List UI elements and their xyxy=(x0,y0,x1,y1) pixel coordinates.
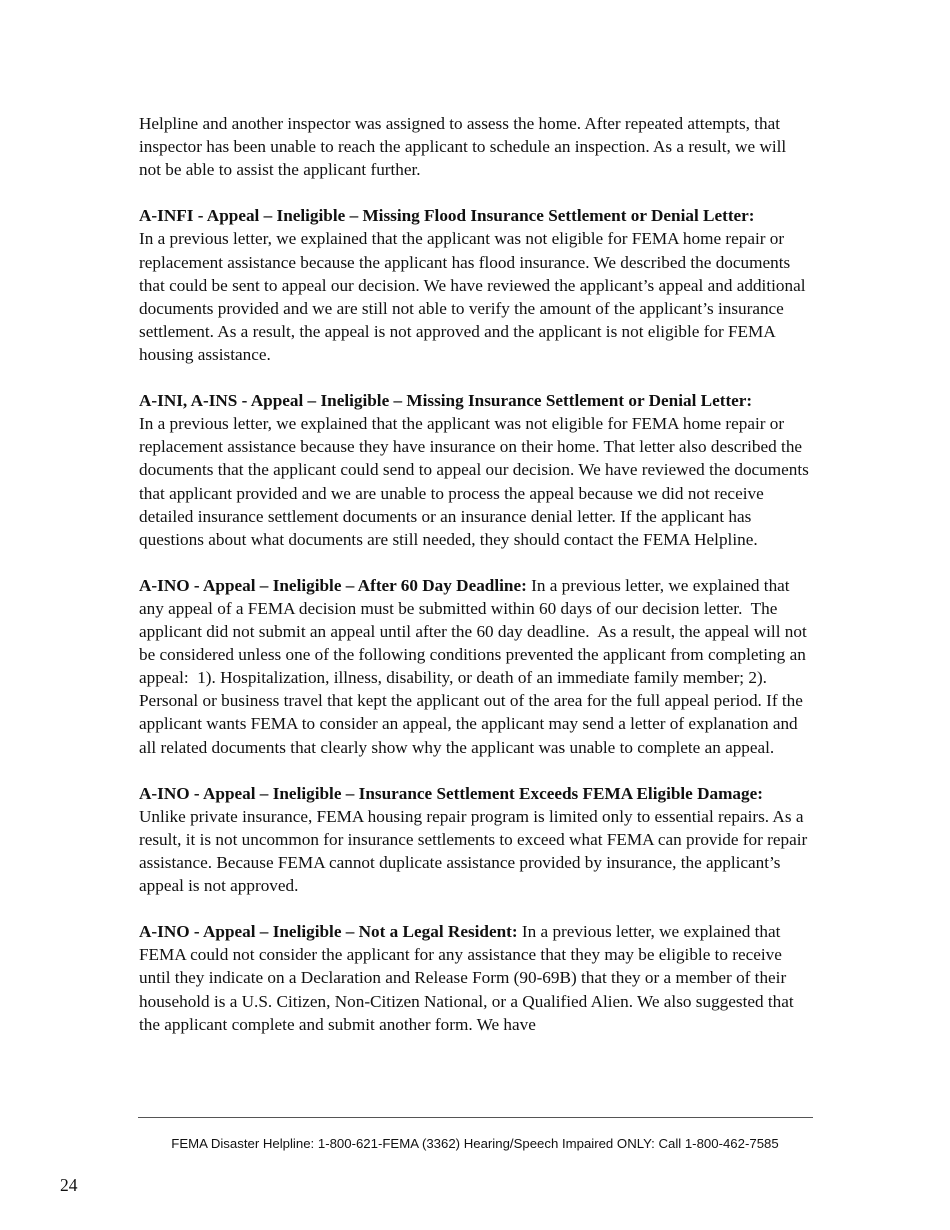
paragraph-a-ino-insurance xyxy=(139,782,811,897)
paragraph-heading: A-INI, A-INS - Appeal – Ineligible – Missing Insurance Settlement or Denial Letter: xyxy=(139,391,753,411)
paragraph-a-ini-a-ins xyxy=(139,389,811,551)
paragraph-a-infi xyxy=(139,204,811,366)
paragraph-body: Unlike private insurance, FEMA housing repair program is limited only to essential repairs. As a result, it is not uncommon for insurance settlements to exceed what FEMA can provide for repair assistance. Because FEMA cannot duplicate assistance provided by insurance, the applicant’s appeal is not approved. xyxy=(139,806,808,896)
footer-helpline: FEMA Disaster Helpline: 1-800-621-FEMA (3362) Hearing/Speech Impaired ONLY: Call 1-800-462-7585 xyxy=(171,1136,779,1151)
footer-divider xyxy=(138,1117,813,1118)
paragraph-body: Helpline and another inspector was assigned to assess the home. After repeated attempts, that inspector has been unable to reach the applicant to schedule an inspection. As a result, we will not be able to assist the applicant further. xyxy=(139,114,787,180)
paragraph-continuation xyxy=(139,112,811,181)
paragraph-heading: A-INO - Appeal – Ineligible – Insurance Settlement Exceeds FEMA Eligible Damage: xyxy=(139,783,763,803)
paragraph-a-ino-deadline xyxy=(139,574,811,759)
paragraph-body: In a previous letter, we explained that any appeal of a FEMA decision must be submitted within 60 days of our decision letter. The applicant did not submit an appeal until after the 60 day deadline. As a result, the appeal will not be considered unless one of the following conditions prevented the applicant from completing an appeal: 1). Hospitalization, illness, disability, or death of an immediate family member; 2). Personal or business travel that kept the applicant out of the area for the full appeal period. If the applicant wants FEMA to consider an appeal, the applicant may send a letter of explanation and all related documents that clearly show why the applicant was unable to complete an appeal. xyxy=(139,575,812,757)
paragraph-body: In a previous letter, we explained that the applicant was not eligible for FEMA home repair or replacement assistance because the applicant has flood insurance. We described the documents that could be sent to appeal our decision. We have reviewed the applicant’s appeal and additional documents provided and we are still not able to verify the amount of the applicant’s insurance settlement. As a result, the appeal is not approved and the applicant is not eligible for FEMA housing assistance. xyxy=(139,229,806,364)
document-body xyxy=(139,112,811,1059)
paragraph-heading: A-INFI - Appeal – Ineligible – Missing Flood Insurance Settlement or Denial Letter: xyxy=(139,206,755,226)
page-number: 24 xyxy=(60,1175,78,1195)
paragraph-body: In a previous letter, we explained that the applicant was not eligible for FEMA home repair or replacement assistance because they have insurance on their home. That letter also described the documents that the applicant could send to appeal our decision. We have reviewed the documents that applicant provided and we are unable to process the appeal because we did not receive detailed insurance settlement documents or an insurance denial letter. If the applicant has questions about what documents are still needed, they should contact the FEMA Helpline. xyxy=(139,414,809,549)
paragraph-heading: A-INO - Appeal – Ineligible – Not a Legal Resident: xyxy=(139,922,518,942)
paragraph-heading: A-INO - Appeal – Ineligible – After 60 Day Deadline: xyxy=(139,575,527,595)
paragraph-body: In a previous letter, we explained that FEMA could not consider the applicant for any assistance that they may be eligible to receive until they indicate on a Declaration and Release Form (90-69B) that they or a member of their household is a U.S. Citizen, Non-Citizen National, or a Qualified Alien. We also suggested that the applicant complete and submit another form. We have xyxy=(139,922,798,1034)
paragraph-a-ino-legal-resident xyxy=(139,920,811,1035)
